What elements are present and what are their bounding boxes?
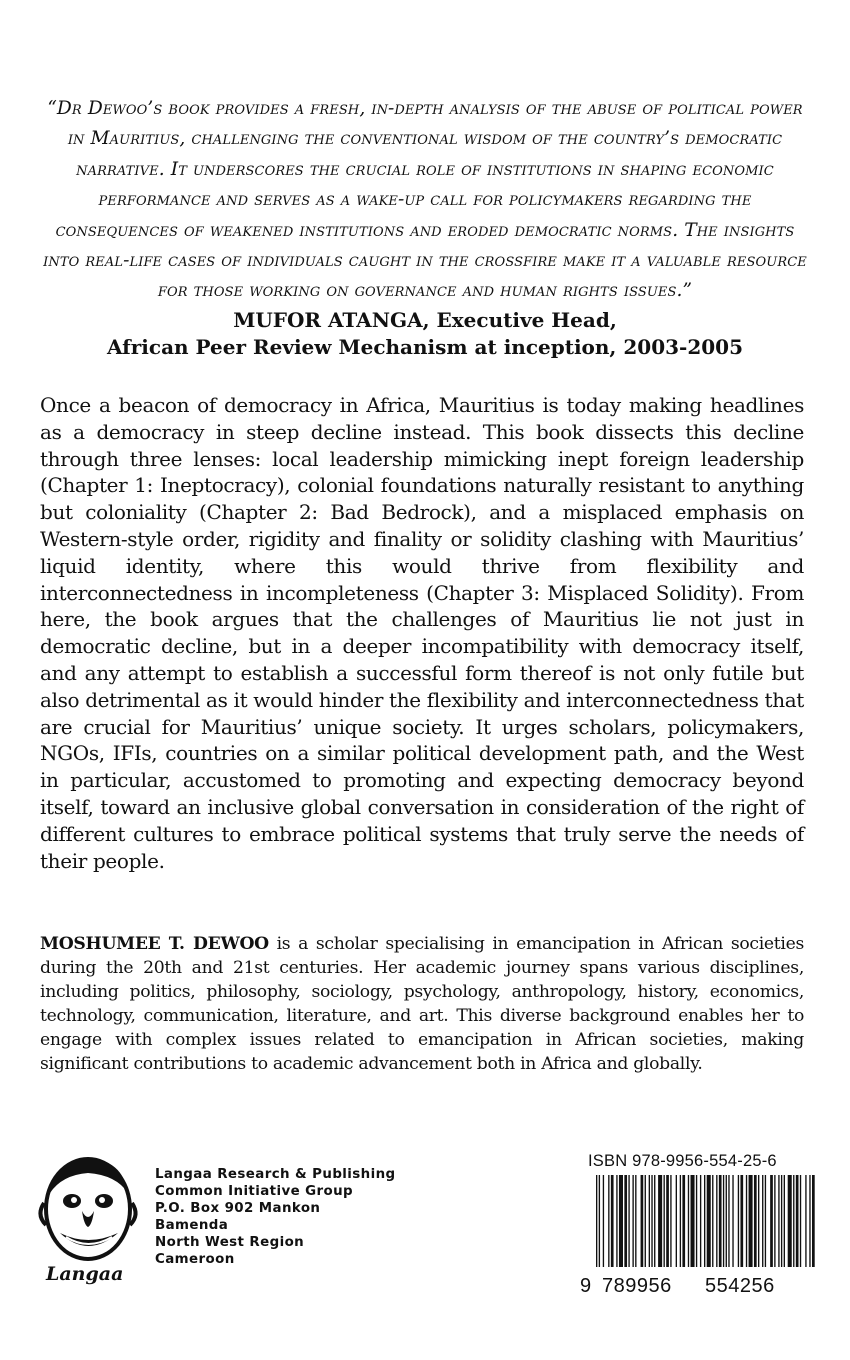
barcode-bar [704,1175,705,1267]
publisher-line: Common Initiative Group [155,1184,354,1199]
barcode-bar [635,1175,636,1267]
barcode-bar [728,1175,729,1267]
barcode-bars [580,1175,815,1267]
barcode-bar [670,1175,671,1267]
barcode-bar [624,1175,627,1267]
barcode-bar [603,1175,604,1267]
attribution-name: MUFOR ATANGA, Executive Head, [233,308,617,332]
barcode-bar [732,1175,733,1267]
barcode-bar [749,1175,753,1267]
publisher-line: North West Region [155,1235,305,1250]
publisher-line: P.O. Box 902 Mankon [155,1201,321,1216]
barcode-bar [770,1175,773,1267]
endorsement-attribution [38,307,812,360]
barcode-bar [608,1175,609,1267]
barcode-bar [680,1175,681,1267]
barcode-bar [754,1175,757,1267]
barcode-bar [696,1175,697,1267]
barcode-bar [800,1175,801,1267]
barcode-bar [688,1175,689,1267]
barcode-bar [738,1175,739,1267]
barcode-bar [762,1175,763,1267]
barcode-bar [676,1175,677,1267]
barcode-bar [809,1175,810,1267]
barcode-bar [788,1175,792,1267]
barcode-bar [746,1175,747,1267]
barcode-bar [781,1175,782,1267]
barcode-bar [654,1175,655,1267]
publisher-logo [36,1153,146,1293]
barcode-bar [765,1175,766,1267]
barcode-bar [611,1175,614,1267]
barcode-bar [740,1175,743,1267]
barcode-bar [651,1175,652,1267]
publisher-line: Bamenda [155,1218,229,1233]
barcode-bar [796,1175,799,1267]
barcode-digits-right: 554256 [705,1275,775,1297]
barcode-bar [793,1175,794,1267]
barcode-bar [641,1175,644,1267]
author-bio-text: is a scholar specialising in emancipation in African societies during the 20th and 21st centuries. Her academic journey spans various disciplines, including politics, philosophy, sociology, psychology, anthropology, history, economics, technology, communication, literature, and art. This diverse background enables her to engage with complex issues related to emancipation in African societies, making significant contributions to academic advancement both in Africa and globally. [40,934,804,1074]
barcode-bar [758,1175,759,1267]
barcode-bar [726,1175,727,1267]
endorsement-quote: “Dr Dewoo’s book provides a fresh, in-depth analysis of the abuse of political power in Mauritius, challenging the conventional wisdom of the country’s democratic narrative. It underscores the crucial role of institutions in shaping economic performance and serves as a wake-up call for policymakers regarding the consequences of weakened institutions and eroded democratic norms. The insights into real-life cases of individuals caught in the crossfire make it a valuable resource for those working on governance and human rights issues.” [43,98,807,302]
attribution-role: African Peer Review Mechanism at inception, 2003-2005 [107,334,743,359]
book-blurb: Once a beacon of democracy in Africa, Mauritius is today making headlines as a democracy in steep decline instead. This book dissects this decline through three lenses: local leadership mimicking inept foreign leadership (Chapter 1: Ineptocracy), colonial foundations naturally resistant to anything but coloniality (Chapter 2: Bad Bedrock), and a misplaced emphasis on Western-style order, rigidity and finality or solidity clashing with Mauritius’ liquid identity, where this would thrive from flexibility and interconnectedness in incompleteness (Chapter 3: Misplaced Solidity). From here, the book argues that the challenges of Mauritius lie not just in democratic decline, but in a deeper incompatibility with democracy itself, and any attempt to establish a successful form thereof is not only futile but also detrimental as it would hinder the flexibility and interconnectedness that are crucial for Mauritius’ unique society. It urges scholars, policymakers, NGOs, IFIs, countries on a similar political development path, and the West in particular, accustomed to promoting and expecting democracy beyond itself, toward an inclusive global conversation in consideration of the right of different cultures to embrace political systems that truly serve the needs of their people. [40,393,804,873]
barcode-digit-first: 9 [580,1275,592,1297]
barcode-bar [658,1175,662,1267]
barcode-bar [645,1175,646,1267]
barcode-bar [812,1175,815,1267]
isbn-label: ISBN 978-9956-554-25-6 [588,1152,777,1170]
barcode-bar [719,1175,722,1267]
barcode-bar [599,1175,600,1267]
barcode-bar [778,1175,779,1267]
barcode-bar [716,1175,717,1267]
barcode-bar [664,1175,665,1267]
barcode-bar [649,1175,650,1267]
publisher-line: Cameroon [155,1252,235,1267]
barcode-bar [596,1175,597,1267]
barcode-bar [774,1175,775,1267]
author-name: MOSHUMEE T. DEWOO [40,934,269,954]
barcode-bar [712,1175,713,1267]
barcode-digits-left: 789956 [602,1275,672,1297]
barcode-bar [700,1175,701,1267]
barcode-bar [616,1175,617,1267]
barcode-bar [805,1175,806,1267]
barcode-bar [691,1175,695,1267]
barcode-bar [619,1175,623,1267]
publisher-address [155,1166,396,1268]
barcode-bar [666,1175,669,1267]
barcode-bar [632,1175,633,1267]
author-bio [40,932,804,1076]
barcode-bar [628,1175,629,1267]
publisher-line: Langaa Research & Publishing [155,1167,396,1182]
barcode-bar [682,1175,685,1267]
isbn-barcode [580,1175,815,1290]
logo-wordmark: Langaa [46,1263,124,1285]
barcode-bar [707,1175,711,1267]
barcode-bar [784,1175,785,1267]
barcode-bar [723,1175,724,1267]
